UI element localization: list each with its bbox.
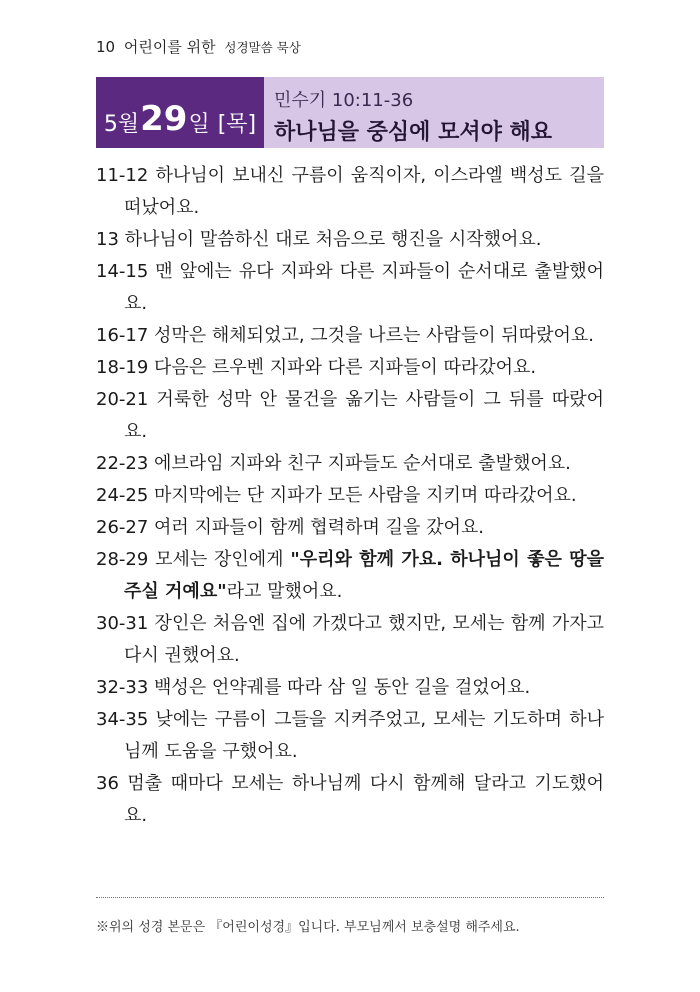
date-box [96, 77, 264, 148]
verse-item: 13 하나님이 말씀하신 대로 처음으로 행진을 시작했어요. [96, 229, 542, 250]
date-weekday: [목] [217, 112, 257, 137]
verse-item: 26-27 여러 지파들이 함께 협력하며 길을 갔어요. [96, 517, 484, 538]
footnote-divider [96, 897, 604, 898]
page-number: 10 [96, 38, 116, 56]
book-subtitle: 성경말씀 묵상 [224, 40, 301, 55]
verse-item-with-quote [96, 544, 604, 608]
date-month-unit: 월 [117, 112, 140, 137]
verse-item: 18-19 다음은 르우벤 지파와 다른 지파들이 따라갔어요. [96, 357, 537, 378]
verse-item: 22-23 에브라임 지파와 친구 지파들도 순서대로 출발했어요. [96, 453, 571, 474]
verse-item: 11-12 하나님이 보내신 구름이 움직이자, 이스라엘 백성도 길을 떠났어요. [96, 165, 604, 218]
verse-item: 30-31 장인은 처음엔 집에 가겠다고 했지만, 모세는 함께 가자고 다시 권했어요. [96, 613, 604, 666]
devotion-banner [96, 77, 604, 148]
date-day: 29 [140, 99, 188, 139]
verse-item: 20-21 거룩한 성막 안 물건을 옮기는 사람들이 그 뒤를 따랐어요. [96, 389, 604, 442]
date-month: 5 [103, 112, 118, 137]
verse-item: 24-25 마지막에는 단 지파가 모든 사람을 지키며 따라갔어요. [96, 485, 577, 506]
scripture-reference: 민수기 10:11-36 [274, 90, 414, 111]
title-box [264, 77, 604, 148]
verse-suffix: 라고 말했어요. [226, 581, 343, 602]
verse-item: 16-17 성막은 해체되었고, 그것을 나르는 사람들이 뒤따랐어요. [96, 325, 594, 346]
running-head [96, 36, 301, 57]
verse-item: 34-35 낮에는 구름이 그들을 지켜주었고, 모세는 기도하며 하나님께 도움을 구했어요. [96, 709, 604, 762]
verse-item: 36 멈출 때마다 모세는 하나님께 다시 함께해 달라고 기도했어요. [96, 773, 604, 826]
footnote: ※위의 성경 본문은 『어린이성경』입니다. 부모님께서 보충설명 해주세요. [96, 920, 520, 935]
verse-item: 32-33 백성은 언약궤를 따라 삼 일 동안 길을 걸었어요. [96, 677, 531, 698]
verse-item: 14-15 맨 앞에는 유다 지파와 다른 지파들이 순서대로 출발했어요. [96, 261, 604, 314]
devotion-heading: 하나님을 중심에 모셔야 해요 [274, 120, 553, 145]
book-title: 어린이를 위한 [123, 38, 216, 56]
verse-list [96, 160, 604, 832]
date-day-unit: 일 [188, 112, 210, 137]
verse-quote: "우리와 함께 가요. 하나님이 좋은 땅을 주실 거예요" [124, 549, 605, 602]
verse-prefix: 28-29 모세는 장인에게 [96, 549, 291, 570]
